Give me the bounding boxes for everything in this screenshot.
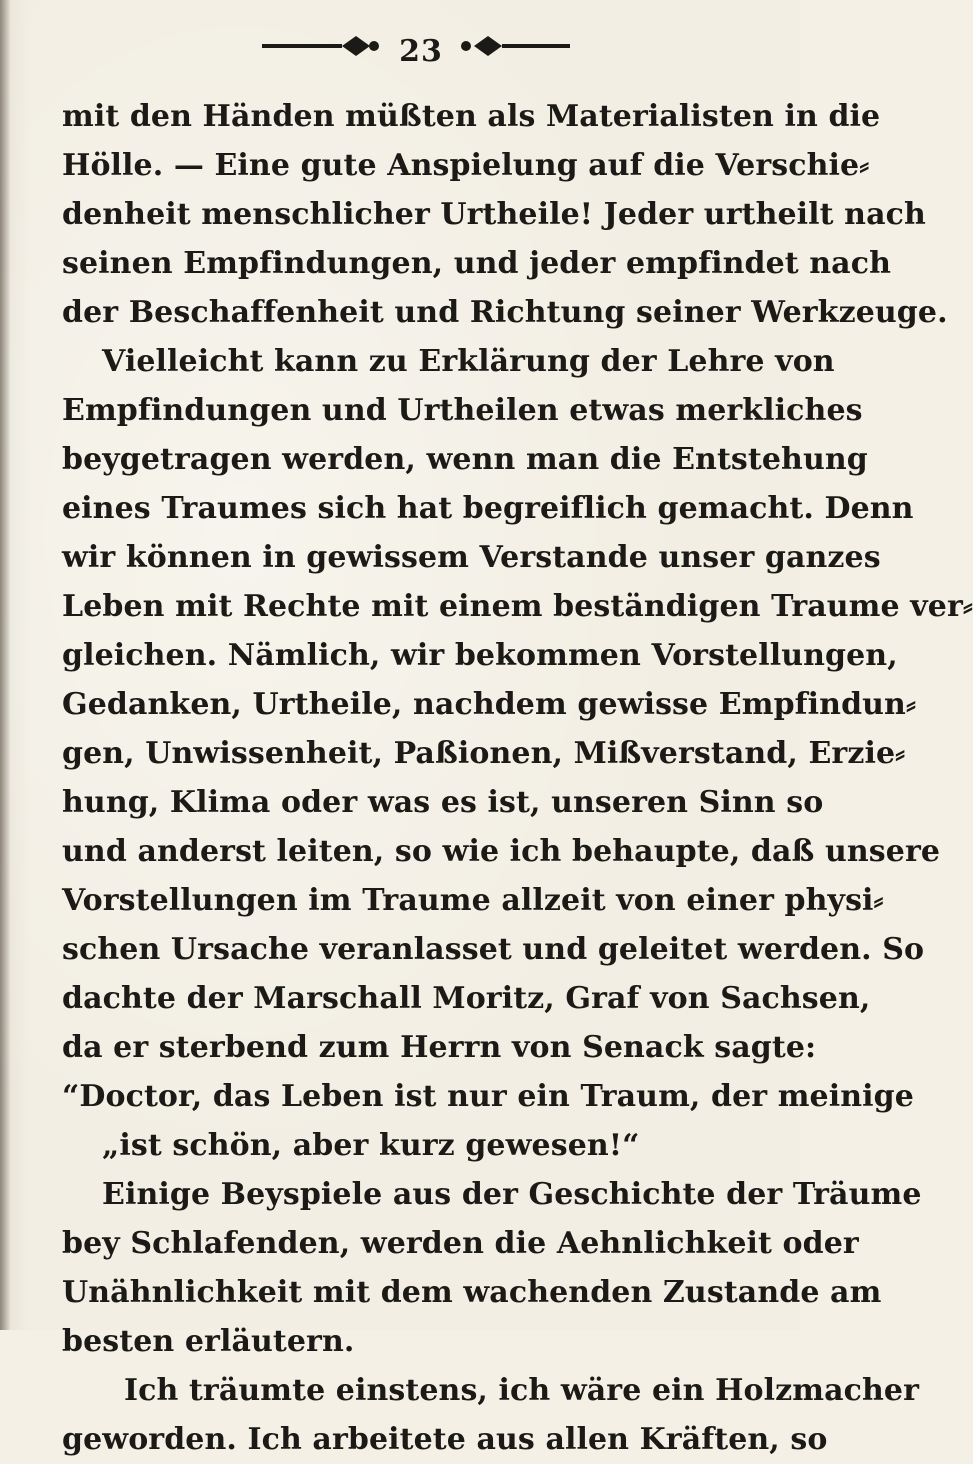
text-line: “Doctor, das Leben ist nur ein Traum, der meinige <box>62 1079 914 1114</box>
page-number: 23 <box>399 34 443 69</box>
text-line: Ich träumte einstens, ich wäre ein Holzmacher <box>124 1373 920 1408</box>
text-line: bey Schlafenden, werden die Aehnlichkeit oder <box>62 1226 859 1261</box>
text-line: Vorstellungen im Traume allzeit von einer physi⸗ <box>62 883 884 918</box>
text-line: „ist schön, aber kurz gewesen!“ <box>102 1128 640 1163</box>
text-line: eines Traumes sich hat begreiflich gemacht. Denn <box>62 491 914 526</box>
text-line: besten erläutern. <box>62 1324 355 1359</box>
text-line: Leben mit Rechte mit einem beständigen Traume ver⸗ <box>62 589 973 624</box>
text-line: seinen Empfindungen, und jeder empfindet nach <box>62 246 892 281</box>
text-line: beygetragen werden, wenn man die Entstehung <box>62 442 868 477</box>
text-line: da er sterbend zum Herrn von Senack sagte: <box>62 1030 817 1065</box>
text-line: Unähnlichkeit mit dem wachenden Zustande am <box>62 1275 882 1310</box>
right-ornament-icon <box>460 24 570 64</box>
text-line: Vielleicht kann zu Erklärung der Lehre von <box>102 344 835 379</box>
text-line: gleichen. Nämlich, wir bekommen Vorstellungen, <box>62 638 898 673</box>
text-line: mit den Händen müßten als Materialisten in die <box>62 99 881 134</box>
text-line: gen, Unwissenheit, Paßionen, Mißverstand, Erzie⸗ <box>62 736 906 771</box>
text-line: geworden. Ich arbeitete aus allen Kräften, so <box>62 1422 828 1457</box>
page-header <box>0 18 800 68</box>
text-line: Einige Beyspiele aus der Geschichte der Träume <box>102 1177 922 1212</box>
body-text <box>62 92 973 1464</box>
text-line: Gedanken, Urtheile, nachdem gewisse Empfindun⸗ <box>62 687 917 722</box>
text-line: der Beschaffenheit und Richtung seiner Werkzeuge. <box>62 295 948 330</box>
left-ornament-icon <box>262 24 382 64</box>
text-line: schen Ursache veranlasset und geleitet werden. So <box>62 932 925 967</box>
text-line: Empfindungen und Urtheilen etwas merkliches <box>62 393 863 428</box>
text-line: denheit menschlicher Urtheile! Jeder urtheilt nach <box>62 197 926 232</box>
page-gutter-shadow <box>0 0 10 1330</box>
text-line: wir können in gewissem Verstande unser ganzes <box>62 540 881 575</box>
text-line: dachte der Marschall Moritz, Graf von Sachsen, <box>62 981 871 1016</box>
text-line: hung, Klima oder was es ist, unseren Sinn so <box>62 785 824 820</box>
text-line: und anderst leiten, so wie ich behaupte, daß unsere <box>62 834 941 869</box>
text-line: Hölle. — Eine gute Anspielung auf die Verschie⸗ <box>62 148 870 183</box>
